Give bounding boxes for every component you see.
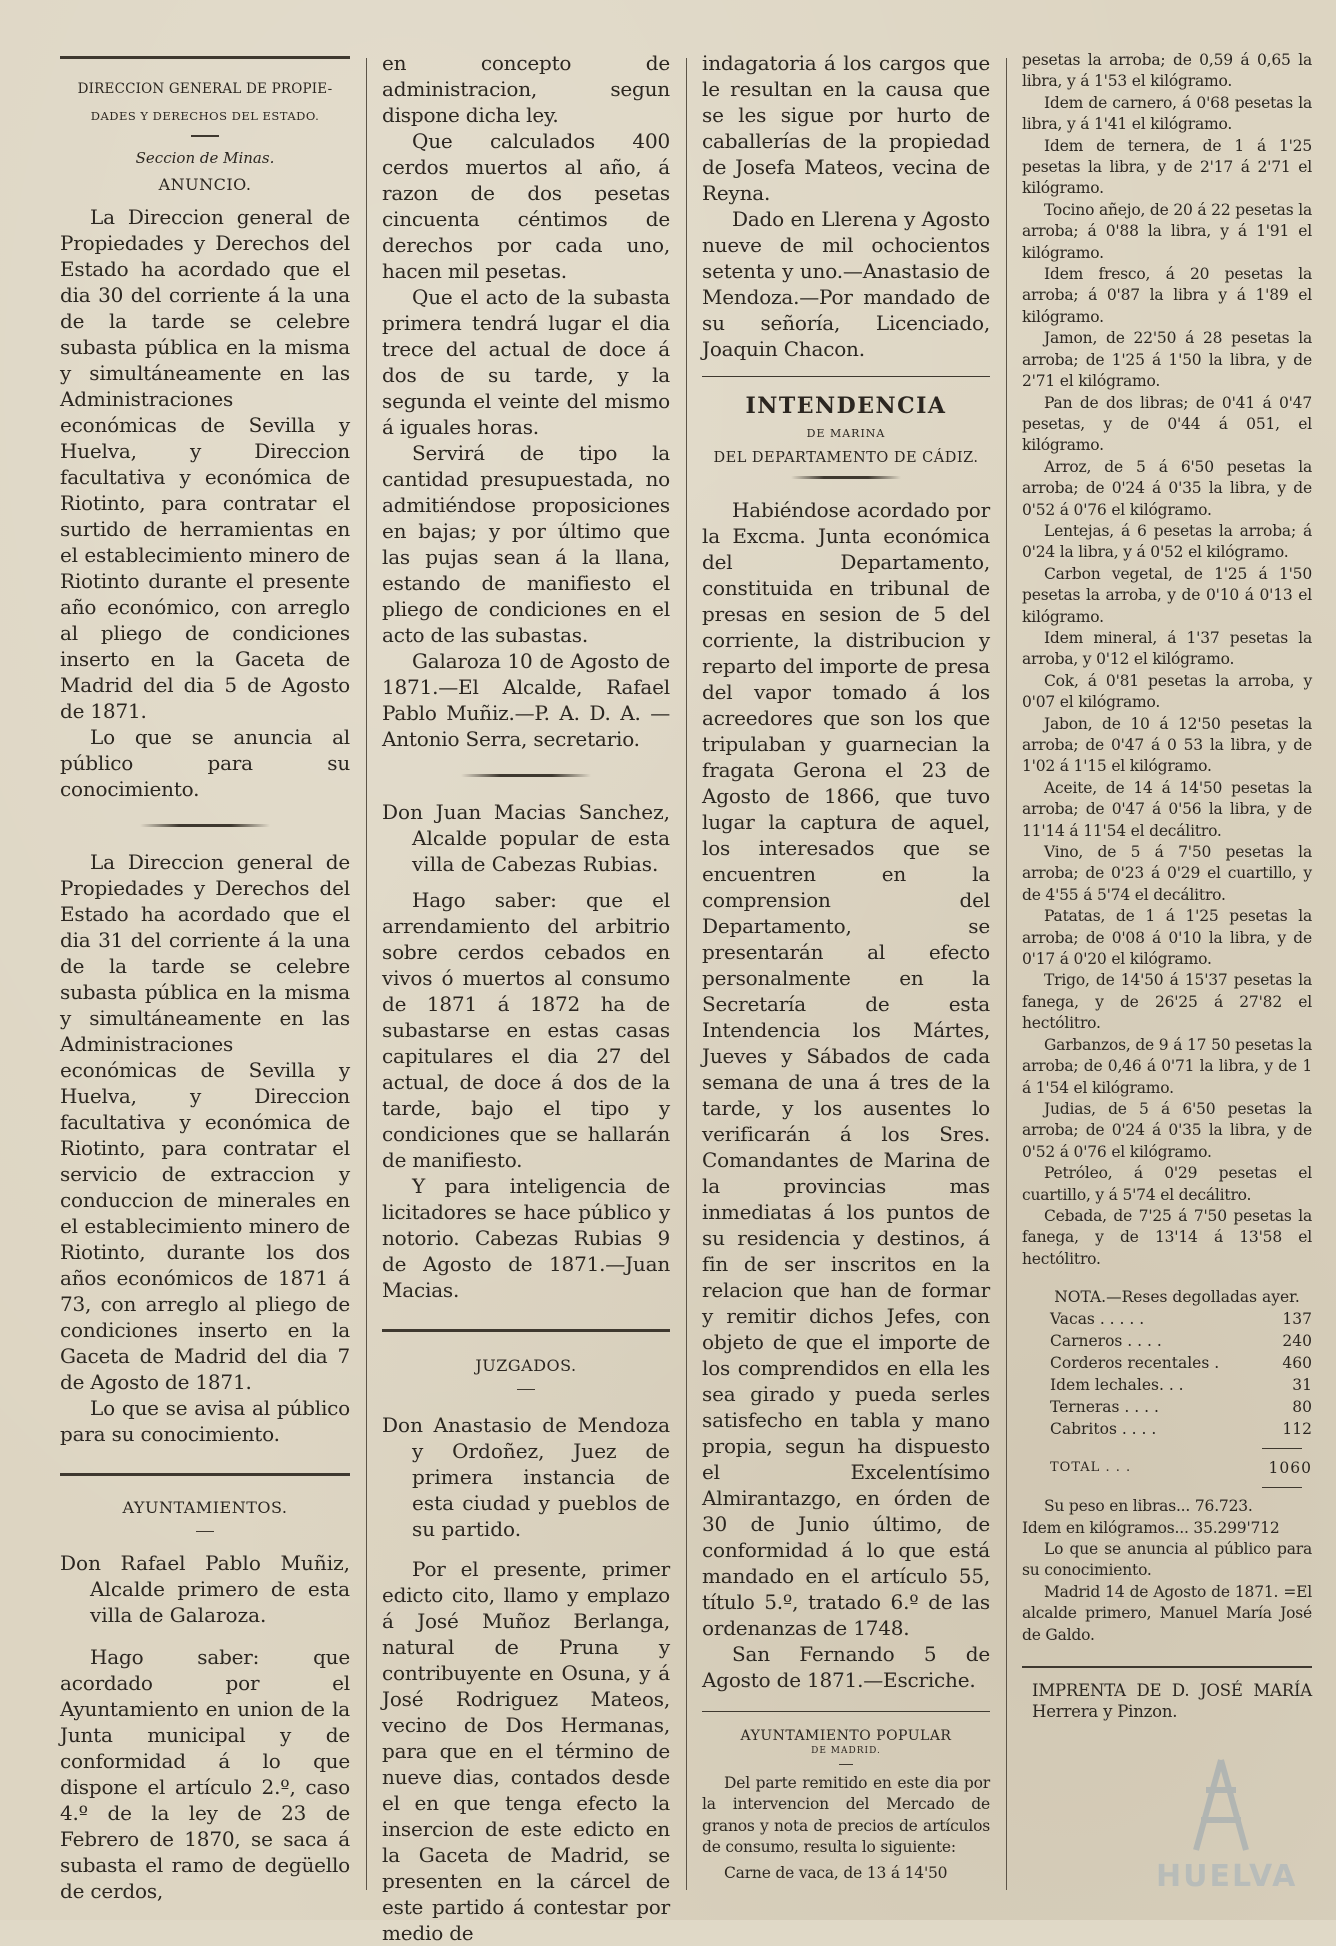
row-label: Terneras . . . . (1050, 1398, 1159, 1417)
paragraph: Hago saber: que el arrendamiento del arbitrio sobre cerdos cebados en vivos ó muertos al consumo de 1871 á 1872 ha de subastarse en estas casas capitulares el dia 27 del actual, de doce á dos de la tarde, bajo el tipo y condiciones que se hallarán de manifiesto. (382, 888, 670, 1172)
dash-divider (517, 1389, 535, 1390)
paragraph: Habiéndose acordado por la Excma. Junta económica del Departamento, constituida en tribunal de presas en sesion de 5 del corriente, la distribucion y reparto del importe de presa del vapor tomado á los acreedores que son los que tripulaban y guarnecian la fragata Gerona el 23 de Agosto de 1866, que tuvo lugar la captura de aquel, los interesados que se encuentren en la comprension del Departamento, se presentarán al efecto personalmente en la Secretaría de esta Intendencia los Mártes, Jueves y Sábados de cada semana de una á tres de la tarde, y los ausentes lo verificarán á los Sres. Comandantes de Marina de la provincias mas inmediatas á los puntos de su residencia y destinos, á fin de ser inscritos en la relacion que han de formar y remitir dichos Jefes, con objeto de que el importe de los comprendidos en ella les sea girado y pueda serles satisfecho en tabla y mano propia, segun ha dispuesto el Excelentísimo Almirantazgo, en órden de 30 de Junio último, de conformidad á lo que está mandado en el artículo 55, título 5.º, tratado 6.º de las ordenanzas de 1748. (702, 498, 990, 1640)
closing-note: Lo que se anuncia al público para su conocimiento. (1022, 1539, 1312, 1580)
row-label: Cabritos . . . . (1050, 1420, 1157, 1439)
heading-propiedades: DADES Y DERECHOS DEL ESTADO. (90, 109, 320, 123)
sum-rule (1262, 1487, 1302, 1488)
column-3 (702, 50, 990, 1910)
paragraph: Don Anastasio de Mendoza y Ordoñez, Juez de primera instancia de esta ciudad y pueblos de su partido. (382, 1413, 670, 1541)
row-value: 80 (1292, 1398, 1312, 1417)
price-item: Pan de dos libras; de 0'41 á 0'47 pesetas, y de 0'44 á 051, el kilógramo. (1022, 393, 1312, 455)
table-row (1022, 1418, 1312, 1440)
paragraph: Y para inteligencia de licitadores se hace público y notorio. Cabezas Rubias 9 de Agosto de 1871.—Juan Macias. (382, 1174, 670, 1302)
dash-divider (191, 135, 219, 137)
price-item: Idem de carnero, á 0'68 pesetas la libra, y á 1'41 el kilógramo. (1022, 93, 1312, 134)
table-row (1022, 1330, 1312, 1352)
total-label: TOTAL . . . (1050, 1460, 1132, 1476)
dash-divider (839, 1764, 853, 1765)
paragraph: Servirá de tipo la cantidad presupuestada, no admitiéndose proposiciones en bajas; y por último que las pujas sean á la llana, estando de manifiesto el pliego de condiciones en el acto de las subastas. (382, 441, 670, 647)
section-title: Seccion de Minas. (135, 149, 275, 167)
paragraph: en concepto de administracion, segun dispone dicha ley. (382, 51, 670, 127)
price-item: Idem fresco, á 20 pesetas la arroba; á 0'87 la libra y á 1'89 el kilógramo. (1022, 265, 1312, 326)
price-item: Cebada, de 7'25 á 7'50 pesetas la fanega, y de 13'14 á 13'58 el hectólitro. (1022, 1206, 1312, 1268)
paragraph: indagatoria á los cargos que le resultan en la causa que se les sigue por hurto de caballerías de la propiedad de Josefa Mateos, vecina de Reyna. (702, 51, 990, 205)
archive-stamp (1136, 1750, 1306, 1900)
price-item: Aceite, de 14 á 14'50 pesetas la arroba; de 0'47 á 0'56 la libra, y de 11'14 á 11'54 el decálitro. (1022, 778, 1312, 840)
price-item: pesetas la arroba; de 0,59 á 0,65 la libra, y á 1'53 el kilógramo. (1022, 51, 1312, 91)
price-item: Petróleo, á 0'29 pesetas el cuartillo, y á 5'74 el decálitro. (1022, 1164, 1312, 1204)
column-divider (686, 58, 687, 1890)
price-item: Jamon, de 22'50 á 28 pesetas la arroba; de 1'25 á 1'50 la libra, y de 2'71 el kilógramo. (1022, 329, 1312, 391)
row-label: Vacas . . . . . (1050, 1310, 1145, 1329)
column-4 (1022, 50, 1312, 1910)
price-item: Idem mineral, á 1'37 pesetas la arroba, y 0'12 el kilógramo. (1022, 628, 1312, 669)
row-value: 112 (1282, 1420, 1312, 1439)
heading-direccion: DIRECCION GENERAL DE PROPIE- (77, 81, 333, 97)
section-rule (1022, 1666, 1312, 1668)
row-value: 240 (1282, 1332, 1312, 1351)
section-rule (60, 1473, 350, 1476)
price-item: Garbanzos, de 9 á 17 50 pesetas la arroba; de 0,46 á 0'71 la libra, y de 1 á 1'54 el kilógramo. (1022, 1035, 1312, 1097)
imprenta-footer: IMPRENTA DE D. JOSÉ MARÍA Herrera y Pinzon. (1032, 1681, 1312, 1722)
total-row (1022, 1457, 1312, 1479)
paragraph: Por el presente, primer edicto cito, llamo y emplazo á José Muñoz Berlanga, natural de Pruna y contribuyente en Osuna, y á José Rodriguez Mateos, vecino de Dos Hermanas, para que en el término de nueve dias, contados desde el en que tenga efecto la insercion de este edicto en la Gaceta de Madrid, se presenten en la cárcel de este partido á contestar por medio de (382, 1557, 670, 1945)
total-value: 1060 (1268, 1459, 1312, 1478)
paragraph: Don Juan Macias Sanchez, Alcalde popular de esta villa de Cabezas Rubias. (382, 800, 670, 876)
signature: Madrid 14 de Agosto de 1871. =El alcalde primero, Manuel María José de Galdo. (1022, 1582, 1312, 1644)
peso-kilos: Idem en kilógramos... 35.299'712 (1022, 1518, 1280, 1537)
price-item: Patatas, de 1 á 1'25 pesetas la arroba; de 0'08 á 0'10 la libra, y de 0'17 á 0'20 el kilógramo. (1022, 907, 1312, 969)
madrid-subheading: DE MADRID. (811, 1746, 881, 1756)
peso-libras: Su peso en libras... 76.723. (1044, 1497, 1253, 1516)
row-value: 460 (1282, 1354, 1312, 1373)
table-row (1022, 1308, 1312, 1330)
price-item: Idem de ternera, de 1 á 1'25 pesetas la libra, y de 2'17 á 2'71 el kilógramo. (1022, 136, 1312, 198)
stamp-emblem-icon (1136, 1750, 1306, 1860)
ayuntamientos-heading: AYUNTAMIENTOS. (122, 1498, 288, 1517)
juzgados-heading: JUZGADOS. (475, 1356, 577, 1375)
paragraph: Galaroza 10 de Agosto de 1871.—El Alcalde, Rafael Pablo Muñiz.—P. A. D. A. —Antonio Serra, secretario. (382, 649, 670, 751)
price-item: Carbon vegetal, de 1'25 á 1'50 pesetas la arroba, y de 0'10 á 0'13 el kilógramo. (1022, 564, 1312, 626)
paragraph: Don Rafael Pablo Muñiz, Alcalde primero de esta villa de Galaroza. (60, 1551, 350, 1627)
marina-subheading: DE MARINA (806, 427, 886, 440)
ornament-divider (461, 774, 591, 777)
row-label: Idem lechales. . . (1050, 1376, 1184, 1395)
anuncio-heading: ANUNCIO. (158, 175, 252, 194)
paragraph: Que el acto de la subasta primera tendrá lugar el dia trece del actual de doce á dos de su tarde, y la segunda el veinte del mismo á iguales horas. (382, 285, 670, 439)
table-row (1022, 1396, 1312, 1418)
price-item: Jabon, de 10 á 12'50 pesetas la arroba; de 0'47 á 0 53 la libra, y de 1'02 á 1'15 el kilógramo. (1022, 714, 1312, 776)
column-2 (382, 50, 670, 1945)
section-rule (702, 1711, 990, 1712)
reses-table (1022, 1286, 1312, 1646)
table-row (1022, 1352, 1312, 1374)
price-item: Judias, de 5 á 6'50 pesetas la arroba; de 0'24 á 0'35 la libra, y de 0'52 á 0'76 el kilógramo. (1022, 1099, 1312, 1161)
row-value: 31 (1292, 1376, 1312, 1395)
row-label: Corderos recentales . (1050, 1354, 1220, 1373)
row-label: Carneros . . . . (1050, 1332, 1162, 1351)
departamento-heading: DEL DEPARTAMENTO DE CÁDIZ. (713, 450, 979, 466)
price-item: Cok, á 0'81 pesetas la arroba, y 0'07 el kilógramo. (1022, 671, 1312, 712)
stamp-text: HUELVA (1156, 1859, 1298, 1894)
paragraph: Que calculados 400 cerdos muertos al año, á razon de dos pesetas cincuenta céntimos de derechos por cada uno, hacen mil pesetas. (382, 129, 670, 283)
price-item: Trigo, de 14'50 á 15'37 pesetas la fanega, y de 26'25 á 27'82 el hectólitro. (1022, 971, 1312, 1033)
paragraph: San Fernando 5 de Agosto de 1871.—Escriche. (702, 1642, 990, 1692)
paragraph: Carne de vaca, de 13 á 14'50 (724, 1863, 948, 1882)
top-rule (60, 56, 350, 59)
section-rule (702, 376, 990, 377)
paragraph: Hago saber: que acordado por el Ayuntamiento en union de la Junta municipal y de conformidad á lo que dispone el artículo 2.º, caso 4.º de la ley de 23 de Febrero de 1870, se saca á subasta el ramo de degüello de cerdos, (60, 1645, 350, 1903)
paragraph: La Direccion general de Propiedades y Derechos del Estado ha acordado que el dia 30 del corriente á la una de la tarde se celebre subasta pública en la misma y simultáneamente en las Administraciones económicas de Sevilla y Huelva, y Direccion facultativa y económica de Riotinto, para contratar el surtido de herramientas en el establecimiento minero de Riotinto durante el presente año económico, con arreglo al pliego de condiciones inserto en la Gaceta de Madrid del dia 5 de Agosto de 1871. (60, 205, 350, 723)
row-value: 137 (1282, 1310, 1312, 1329)
ornament-divider (791, 476, 901, 479)
sum-rule (1262, 1448, 1302, 1449)
column-divider (1006, 58, 1007, 1890)
ayuntamiento-popular-heading: AYUNTAMIENTO POPULAR (740, 1728, 952, 1744)
intendencia-heading: INTENDENCIA (745, 393, 947, 419)
column-1 (60, 56, 350, 1910)
paragraph: Dado en Llerena y Agosto nueve de mil ochocientos setenta y uno.—Anastasio de Mendoza.—Por mandado de su señoría, Licenciado, Joaquin Chacon. (702, 207, 990, 361)
column-divider (366, 58, 367, 1890)
price-item: Tocino añejo, de 20 á 22 pesetas la arroba; á 0'88 la libra, y á 1'91 el kilógramo. (1022, 200, 1312, 262)
price-item: Arroz, de 5 á 6'50 pesetas la arroba; de 0'24 á 0'35 la libra, y de 0'52 á 0'76 el kilógramo. (1022, 457, 1312, 519)
dash-divider (196, 1531, 214, 1532)
paragraph: Lo que se avisa al público para su conocimiento. (60, 1396, 350, 1446)
paragraph: La Direccion general de Propiedades y Derechos del Estado ha acordado que el dia 31 del corriente á la una de la tarde se celebre subasta pública en la misma y simultáneamente en las Administraciones económicas de Sevilla y Huelva, y Direccion facultativa y económica de Riotinto, para contratar el servicio de extraccion y conduccion de minerales en el establecimiento minero de Riotinto, durante los dos años económicos de 1871 á 73, con arreglo al pliego de condiciones inserto en la Gaceta de Madrid del dia 7 de Agosto de 1871. (60, 850, 350, 1394)
price-item: Lentejas, á 6 pesetas la arroba; á 0'24 la libra, y á 0'52 el kilógramo. (1022, 521, 1312, 562)
paragraph: Lo que se anuncia al público para su conocimiento. (60, 725, 350, 801)
paragraph: Del parte remitido en este dia por la intervencion del Mercado de granos y nota de precios de artículos de consumo, resulta lo siguiente: (702, 1774, 990, 1857)
section-rule (382, 1329, 670, 1332)
table-row (1022, 1374, 1312, 1396)
nota-title: NOTA.—Reses degolladas ayer. (1054, 1288, 1300, 1307)
ornament-divider (140, 824, 270, 827)
price-item: Vino, de 5 á 7'50 pesetas la arroba; de 0'23 á 0'29 el cuartillo, y de 4'55 á 5'74 el decálitro. (1022, 843, 1312, 904)
